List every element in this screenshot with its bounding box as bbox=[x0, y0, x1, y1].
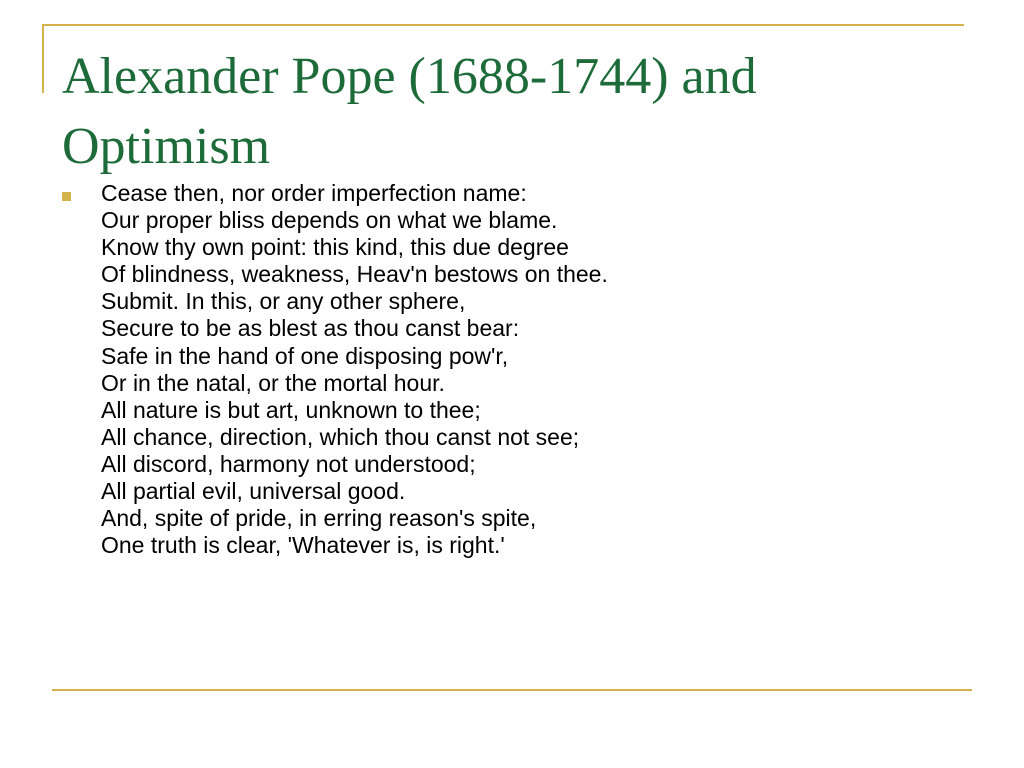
verse-line: Or in the natal, or the mortal hour. bbox=[101, 369, 445, 396]
slide-title bbox=[62, 42, 962, 182]
bottom-rule bbox=[52, 689, 972, 691]
bullet-square-icon bbox=[62, 192, 71, 201]
verse-line: All nature is but art, unknown to thee; bbox=[101, 396, 481, 423]
verse-line: Secure to be as blest as thou canst bear: bbox=[101, 315, 520, 342]
verse-line: Submit. In this, or any other sphere, bbox=[101, 288, 466, 315]
top-rule bbox=[42, 24, 964, 26]
left-rule bbox=[42, 24, 44, 93]
verse-line: All chance, direction, which thou canst not see; bbox=[101, 423, 580, 450]
title-line: Alexander Pope (1688-1744) and bbox=[62, 48, 757, 105]
verse-line: Of blindness, weakness, Heav'n bestows on thee. bbox=[101, 261, 608, 288]
verse-line: Know thy own point: this kind, this due degree bbox=[101, 234, 569, 261]
verse-line: All partial evil, universal good. bbox=[101, 478, 406, 505]
verse-lines bbox=[101, 180, 608, 559]
verse-line: Cease then, nor order imperfection name: bbox=[101, 180, 527, 206]
verse-line: Safe in the hand of one disposing pow'r, bbox=[101, 342, 509, 369]
verse-line: And, spite of pride, in erring reason's spite, bbox=[101, 505, 537, 532]
verse-line: One truth is clear, 'Whatever is, is right.' bbox=[101, 532, 505, 559]
verse-line: All discord, harmony not understood; bbox=[101, 450, 476, 477]
verse-line: Our proper bliss depends on what we blame. bbox=[101, 207, 558, 234]
title-line: Optimism bbox=[62, 118, 271, 175]
